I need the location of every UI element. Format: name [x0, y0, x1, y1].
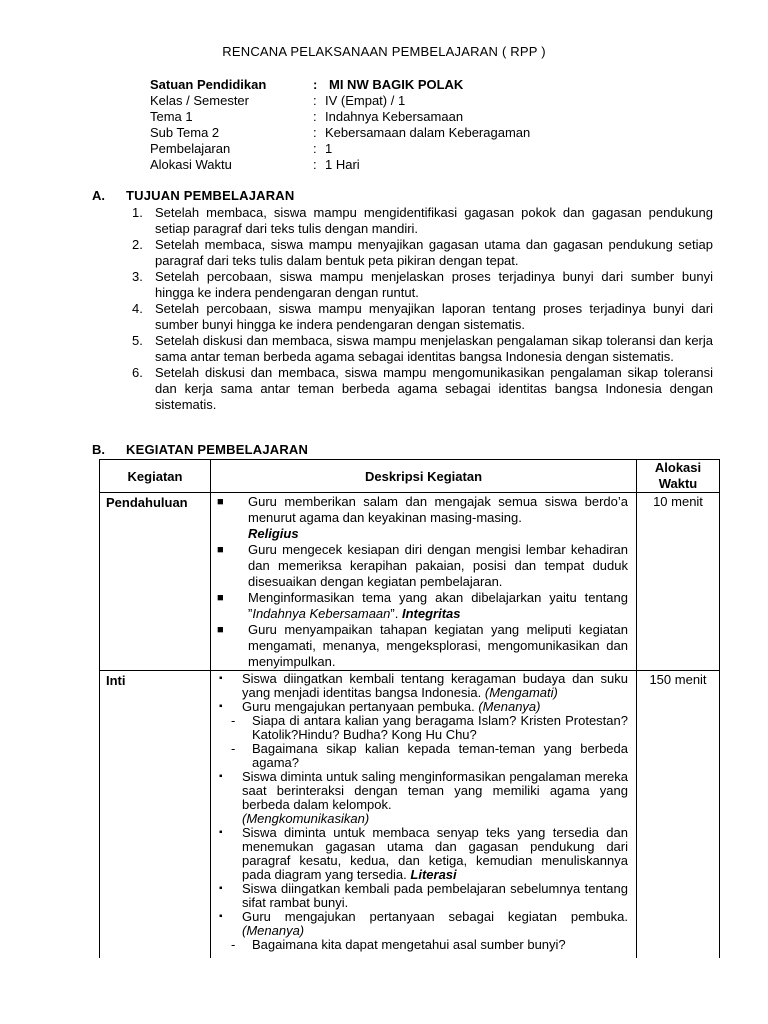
pendahuluan-list [217, 494, 628, 670]
identity-row [150, 93, 530, 109]
table-row [100, 671, 720, 959]
identity-colon: : [313, 157, 317, 172]
identity-table [150, 77, 530, 173]
identity-label: Tema 1 [150, 109, 193, 124]
objective-item: 6. Setelah diskusi dan membaca, siswa mampu mengomunikasikan pengalaman sikap toleransi dan kerja sama antar teman berbeda agama sebagai identitas bangsa Indonesia dengan sistematis. [132, 365, 713, 412]
learning-objectives-list [132, 205, 713, 413]
identity-row [150, 109, 530, 125]
list-item: ▪ Siswa diminta untuk saling menginformasikan pengalaman mereka saat berinteraksi dengan teman yang memiliki agama yang berbeda dalam kelompok. (Mengkomunikasikan) [219, 769, 628, 826]
identity-colon: : [313, 141, 317, 156]
objective-item: 5. Setelah diskusi dan membaca, siswa mampu menjelaskan pengalaman sikap toleransi dan kerja sama antar teman berbeda agama sebagai identitas bangsa Indonesia dengan sistematis. [132, 333, 713, 364]
identity-colon: : [313, 125, 317, 140]
section-b-heading [92, 442, 308, 457]
identity-label: Satuan Pendidikan [150, 77, 267, 92]
identity-row [150, 157, 530, 173]
section-letter: A. [92, 188, 105, 203]
square-bullet-icon: ■ [217, 624, 224, 636]
identity-label: Alokasi Waktu [150, 157, 232, 172]
square-bullet-icon: ■ [217, 592, 224, 604]
objective-item: 1. Setelah membaca, siswa mampu mengidentifikasi gagasan pokok dan gagasan pendukung setiap paragraf dari teks tulis dengan mandiri. [132, 205, 713, 236]
table-header-row [100, 460, 720, 493]
small-square-bullet-icon: ▪ [219, 883, 223, 894]
list-item: ■ Menginformasikan tema yang akan dibelajarkan yaitu tentang ”Indahnya Kebersamaan”. Integritas [217, 590, 628, 621]
list-item: ■ Guru memberikan salam dan mengajak semua siswa berdo’a menurut agama dan keyakinan masing-masing. Religius [217, 494, 628, 541]
identity-colon: : [313, 77, 318, 92]
section-title: TUJUAN PEMBELAJARAN [126, 188, 295, 203]
identity-colon: : [313, 93, 317, 108]
list-item: ▪ Siswa diingatkan kembali pada pembelajaran sebelumnya tentang sifat rambat bunyi. [219, 881, 628, 910]
identity-value: Indahnya Kebersamaan [325, 109, 464, 124]
identity-value: IV (Empat) / 1 [325, 93, 406, 108]
small-square-bullet-icon: ▪ [219, 911, 223, 922]
identity-row [150, 141, 530, 157]
identity-value: Kebersamaan dalam Keberagaman [325, 125, 531, 140]
activity-name: Pendahuluan [100, 493, 211, 671]
sub-item: - Bagaimana sikap kalian kepada teman-teman yang berbeda agama? [231, 741, 628, 770]
document-title: RENCANA PELAKSANAAN PEMBELAJARAN ( RPP ) [222, 44, 546, 59]
activity-name: Inti [100, 671, 211, 959]
inti-list [217, 672, 628, 952]
activities-table [99, 459, 720, 958]
small-square-bullet-icon: ▪ [219, 827, 223, 838]
identity-value: MI NW BAGIK POLAK [329, 77, 464, 92]
sub-item: - Bagaimana kita dapat mengetahui asal sumber bunyi? [231, 937, 566, 952]
list-item: ▪ Siswa diminta untuk membaca senyap teks yang tersedia dan menemukan gagasan utama dan gagasan pendukung dari paragraf kesatu, kedua, dan ketiga, kemudian menuliskannya pada diagram yang tersedia. Literasi [219, 825, 628, 882]
identity-row [150, 125, 530, 141]
identity-label: Sub Tema 2 [150, 125, 220, 140]
sub-question-list [217, 714, 628, 770]
identity-row [150, 77, 530, 93]
activity-time: 10 menit [637, 493, 720, 671]
header-kegiatan: Kegiatan [100, 460, 211, 493]
section-letter: B. [92, 442, 105, 457]
list-item: ▪ Siswa diingatkan kembali tentang keragaman budaya dan suku yang menjadi identitas bangsa Indonesia. (Mengamati) [219, 671, 628, 700]
identity-label: Kelas / Semester [150, 93, 249, 108]
objective-item: 2. Setelah membaca, siswa mampu menyajikan gagasan utama dan gagasan pendukung setiap paragraf dari teks tulis dalam bentuk peta pikiran dengan tepat. [132, 237, 713, 268]
header-alokasi: Alokasi Waktu [637, 460, 720, 493]
identity-label: Pembelajaran [150, 141, 231, 156]
list-item: ■ Guru menyampaikan tahapan kegiatan yang meliputi kegiatan mengamati, menanya, mengeksplorasi, mengomunikasikan dan menyimpulkan. [217, 622, 628, 669]
objective-item: 4. Setelah percobaan, siswa mampu menyajikan laporan tentang proses terjadinya bunyi dari sumber bunyi hingga ke indera pendengaran dengan sistematis. [132, 301, 713, 332]
identity-value: 1 Hari [325, 157, 360, 172]
small-square-bullet-icon: ▪ [219, 771, 223, 782]
list-item: ▪ Guru mengajukan pertanyaan sebagai kegiatan pembuka. (Menanya) - Bagaimana kita dapat mengetahui asal sumber bunyi? [219, 909, 628, 952]
square-bullet-icon: ■ [217, 496, 224, 508]
table-row [100, 493, 720, 671]
sub-question-list [217, 938, 628, 952]
objective-item: 3. Setelah percobaan, siswa mampu menjelaskan proses terjadinya bunyi dari sumber bunyi hingga ke indera pendengaran dengan runtut. [132, 269, 713, 300]
activity-time: 150 menit [637, 671, 720, 959]
activity-description [211, 493, 637, 671]
small-square-bullet-icon: ▪ [219, 673, 223, 684]
section-a-heading [92, 188, 294, 203]
small-square-bullet-icon: ▪ [219, 701, 223, 712]
header-deskripsi: Deskripsi Kegiatan [211, 460, 637, 493]
square-bullet-icon: ■ [217, 544, 224, 556]
list-item: ■ Guru mengecek kesiapan diri dengan mengisi lembar kehadiran dan memeriksa kerapihan pakaian, posisi dan tempat duduk disesuaikan dengan kegiatan pembelajaran. [217, 542, 628, 589]
list-item: ▪ Guru mengajukan pertanyaan pembuka. (Menanya) - Siapa di antara kalian yang beragama Islam? Kristen Protestan? Katolik?Hindu? Budha? Kong Hu Chu? - Bagaimana sikap kalian kepada teman-teman yang berbeda agama? [219, 699, 628, 770]
identity-value: 1 [325, 141, 333, 156]
section-title: KEGIATAN PEMBELAJARAN [126, 442, 309, 457]
sub-item: - Siapa di antara kalian yang beragama Islam? Kristen Protestan? Katolik?Hindu? Budha? Kong Hu Chu? [231, 713, 628, 742]
identity-colon: : [313, 109, 317, 124]
activity-description [211, 671, 637, 959]
